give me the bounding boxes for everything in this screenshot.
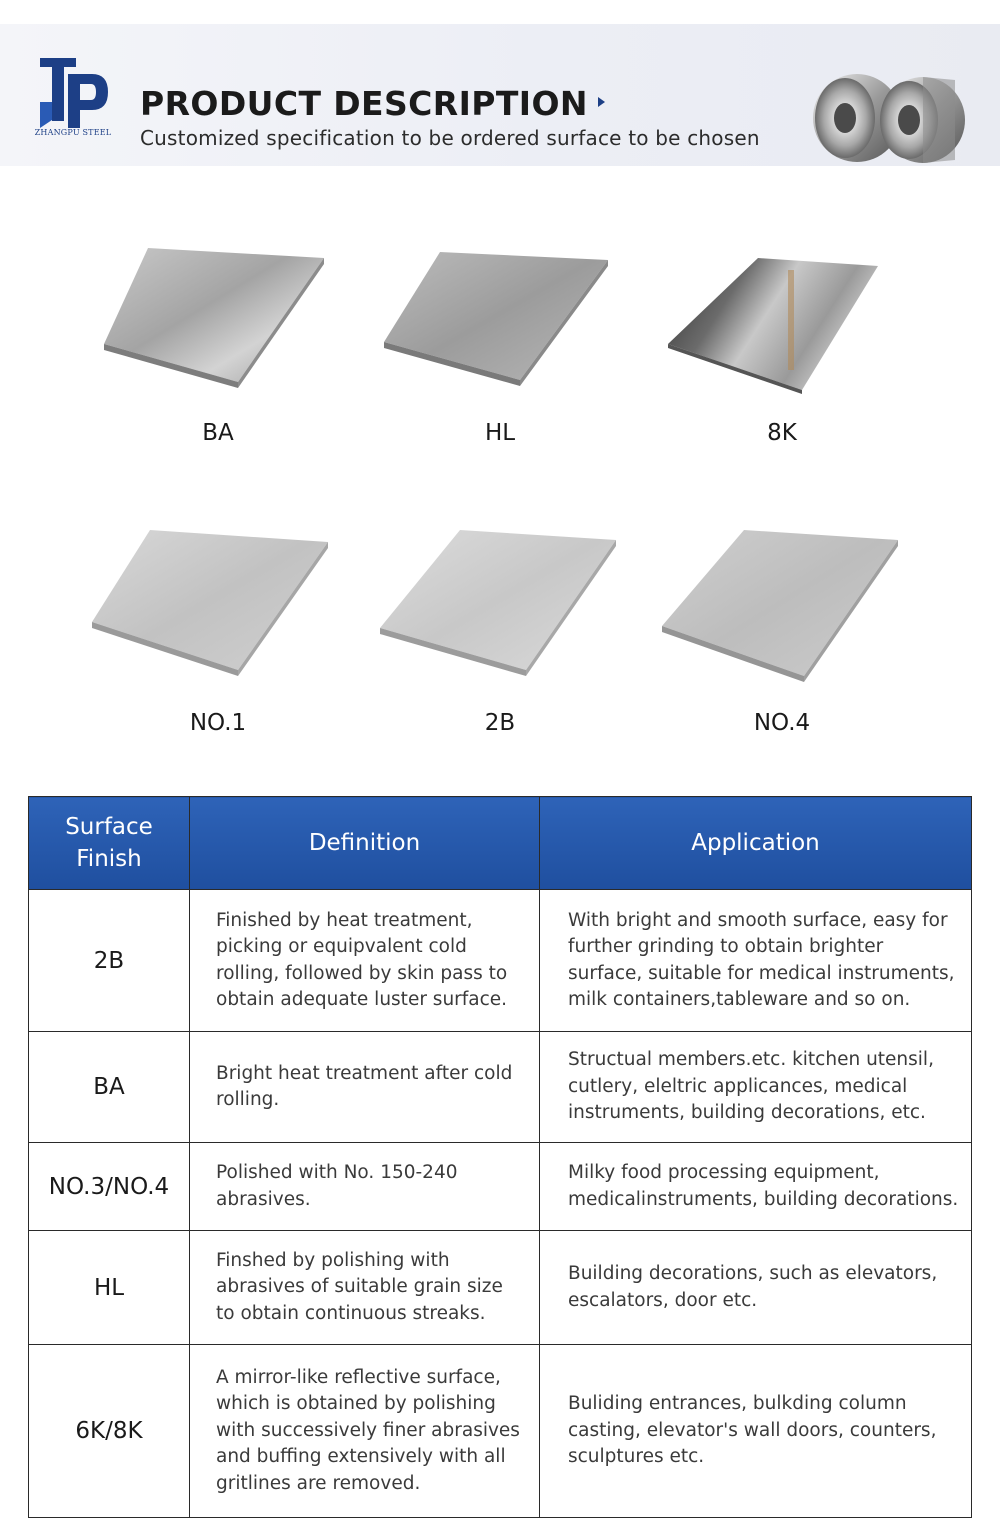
column-header-surface-finish: Surface Finish: [29, 797, 190, 890]
page-subtitle: Customized specification to be ordered surface to be chosen: [140, 126, 760, 150]
sheet-no4-image: [652, 520, 912, 690]
product-8k: [652, 230, 912, 460]
table-row: [29, 1032, 972, 1143]
sheet-no1-image: [88, 520, 348, 690]
finish-cell: BA: [29, 1032, 190, 1143]
product-ba: [88, 230, 348, 460]
table-row: [29, 1143, 972, 1231]
product-label: NO.4: [753, 710, 811, 736]
finish-cell: HL: [29, 1231, 190, 1345]
application-cell: Building decorations, such as elevators, escalators, door etc.: [540, 1231, 972, 1345]
application-cell: Structual members.etc. kitchen utensil, cutlery, eleltric applicances, medical instruments, building decorations, etc.: [540, 1032, 972, 1143]
product-label: BA: [202, 420, 234, 446]
table-row: [29, 1345, 972, 1518]
page-title: PRODUCT DESCRIPTION: [140, 84, 588, 123]
title-arrow-icon: [598, 97, 605, 107]
application-cell: With bright and smooth surface, easy for further grinding to obtain brighter surface, suitable for medical instruments, milk containers,tableware and so on.: [540, 890, 972, 1032]
application-cell: Buliding entrances, bulkding column casting, elevator's wall doors, counters, sculptures etc.: [540, 1345, 972, 1518]
sheet-2b-image: [370, 520, 630, 690]
sheet-hl-image: [370, 230, 630, 400]
definition-cell: Polished with No. 150-240 abrasives.: [190, 1143, 540, 1231]
definition-cell: Finished by heat treatment, picking or equipvalent cold rolling, followed by skin pass to obtain adequate luster surface.: [190, 890, 540, 1032]
product-label: NO.1: [189, 710, 247, 736]
surface-finish-table: [28, 796, 972, 1518]
product-label: HL: [484, 420, 516, 446]
finish-cell: 6K/8K: [29, 1345, 190, 1518]
table-header-row: [29, 797, 972, 890]
steel-coils-icon: [805, 68, 970, 168]
table-row: [29, 890, 972, 1032]
product-no4: [652, 520, 912, 750]
product-label: 8K: [767, 420, 797, 446]
definition-cell: Bright heat treatment after cold rolling.: [190, 1032, 540, 1143]
definition-cell: A mirror-like reflective surface, which is obtained by polishing with successively finer abrasives and buffing extensively with all gritlines are removed.: [190, 1345, 540, 1518]
product-2b: [370, 520, 630, 750]
sheet-8k-image: [652, 230, 912, 400]
application-cell: Milky food processing equipment, medicalinstruments, building decorations.: [540, 1143, 972, 1231]
finish-cell: NO.3/NO.4: [29, 1143, 190, 1231]
finish-cell: 2B: [29, 890, 190, 1032]
title-block: [140, 84, 760, 150]
product-label: 2B: [484, 710, 516, 736]
logo-text: ZHANGPU STEEL: [34, 128, 112, 137]
sheet-ba-image: [88, 230, 348, 400]
definition-cell: Finshed by polishing with abrasives of suitable grain size to obtain continuous streaks.: [190, 1231, 540, 1345]
product-hl: [370, 230, 630, 460]
column-header-application: Application: [540, 797, 972, 890]
product-no1: [88, 520, 348, 750]
header-banner: [0, 24, 1000, 166]
table-row: [29, 1231, 972, 1345]
column-header-definition: Definition: [190, 797, 540, 890]
